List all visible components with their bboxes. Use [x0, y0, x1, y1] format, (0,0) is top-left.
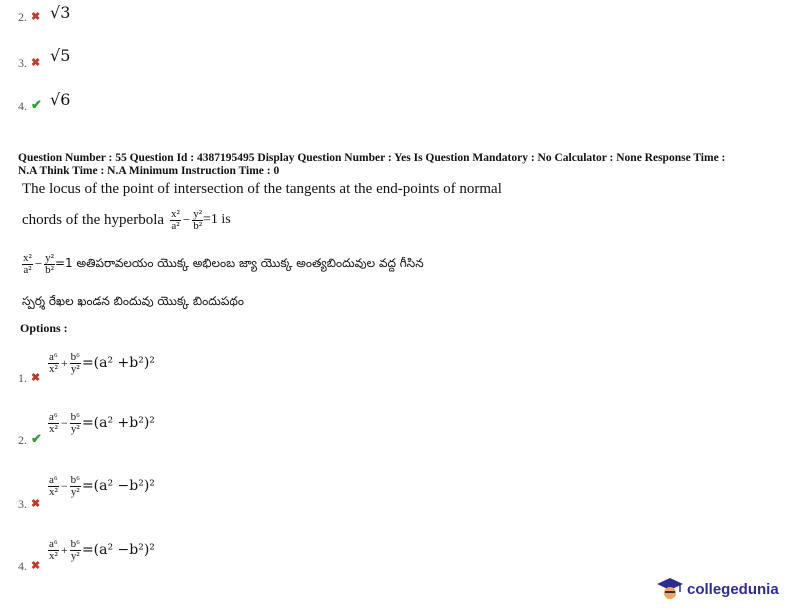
option-expression	[48, 403, 155, 443]
fraction-y2-b2: $\frac{\text{y²}}{\text{b²}}$	[45, 251, 54, 276]
option-number: 3.	[18, 497, 27, 511]
option-rhs: =(a² −b²)²	[81, 478, 155, 494]
wrong-icon: ✖	[31, 372, 41, 384]
fraction-a6-x2: $\frac{\text{a⁶}}{\text{x²}}$	[49, 350, 58, 375]
option-rhs: =(a² +b²)²	[81, 415, 155, 431]
wrong-icon: ✖	[31, 57, 41, 69]
option-expression	[48, 530, 155, 570]
hyperbola-equation: $\frac{\text{x²}}{\text{a²}}$ − $\frac{\text{y²}}{\text{b²}}$ =1 is	[171, 207, 231, 232]
option-expression	[48, 343, 155, 383]
question-text-line2	[22, 202, 231, 238]
options-label: Options :	[20, 321, 68, 335]
question-meta-line2: N.A Think Time : N.A Minimum Instruction Time : 0	[18, 165, 280, 177]
operator: −	[60, 478, 68, 493]
question-text-suffix: =1 is	[203, 212, 231, 227]
fraction-b6-y2: $\frac{\text{b⁶}}{\text{y²}}$	[70, 537, 80, 562]
fraction-b6-y2: $\frac{\text{b⁶}}{\text{y²}}$	[70, 473, 80, 498]
operator: +	[60, 542, 68, 557]
graduate-cap-icon	[656, 576, 684, 602]
wrong-icon: ✖	[31, 560, 41, 572]
fraction-x2-a2: $\frac{\text{x²}}{\text{a²}}$	[23, 251, 32, 276]
correct-icon: ✔	[31, 431, 42, 446]
wrong-icon: ✖	[31, 11, 41, 23]
option-value: √6	[50, 90, 71, 109]
option-value: √3	[50, 3, 71, 22]
operator: +	[60, 355, 68, 370]
fraction-a6-x2: $\frac{\text{a⁶}}{\text{x²}}$	[49, 537, 58, 562]
option-number: 4.	[18, 99, 27, 113]
telugu-line1: $\frac{\text{x²}}{\text{a²}}$ − $\frac{\text{y²}}{\text{b²}}$ =1 అతిపరావలయం యొక్క అభిలంబ జ్యా యొక్క అంత్యబిందువుల వద్ద గీసిన	[23, 251, 424, 276]
collegedunia-logo	[656, 574, 786, 604]
telugu-line2: స్పర్శ రేఖల ఖండన బిందువు యొక్క బిందుపథం	[22, 294, 244, 308]
option-expression	[48, 466, 155, 506]
fraction-x2-a2: $\frac{\text{x²}}{\text{a²}}$	[171, 207, 180, 232]
question-text-line1: The locus of the point of intersection of the tangents at the end-points of normal	[22, 181, 502, 197]
fraction-a6-x2: $\frac{\text{a⁶}}{\text{x²}}$	[49, 473, 58, 498]
fraction-b6-y2: $\frac{\text{b⁶}}{\text{y²}}$	[70, 350, 80, 375]
option-value: √5	[50, 46, 71, 65]
option-rhs: =(a² −b²)²	[81, 542, 155, 558]
telugu-text: =1 అతిపరావలయం యొక్క అభిలంబ జ్యా యొక్క అంత్యబిందువుల వద్ద గీసిన	[54, 255, 424, 270]
logo-text: collegedunia	[687, 580, 779, 598]
option-number: 3.	[18, 56, 27, 70]
wrong-icon: ✖	[31, 498, 41, 510]
option-number: 4.	[18, 559, 27, 573]
option-number: 2.	[18, 10, 27, 24]
fraction-y2-b2: $\frac{\text{y²}}{\text{b²}}$	[193, 207, 203, 232]
option-rhs: =(a² +b²)²	[81, 355, 155, 371]
option-number: 2.	[18, 433, 27, 447]
fraction-a6-x2: $\frac{\text{a⁶}}{\text{x²}}$	[49, 410, 58, 435]
option-number: 1.	[18, 371, 27, 385]
correct-icon: ✔	[31, 97, 42, 112]
operator: −	[60, 415, 68, 430]
question-meta-line1: Question Number : 55 Question Id : 4387195495 Display Question Number : Yes Is Question Mandatory : No Calculator : None Response Time :	[18, 152, 726, 164]
fraction-b6-y2: $\frac{\text{b⁶}}{\text{y²}}$	[70, 410, 80, 435]
question-text-prefix: chords of the hyperbola	[22, 211, 165, 228]
